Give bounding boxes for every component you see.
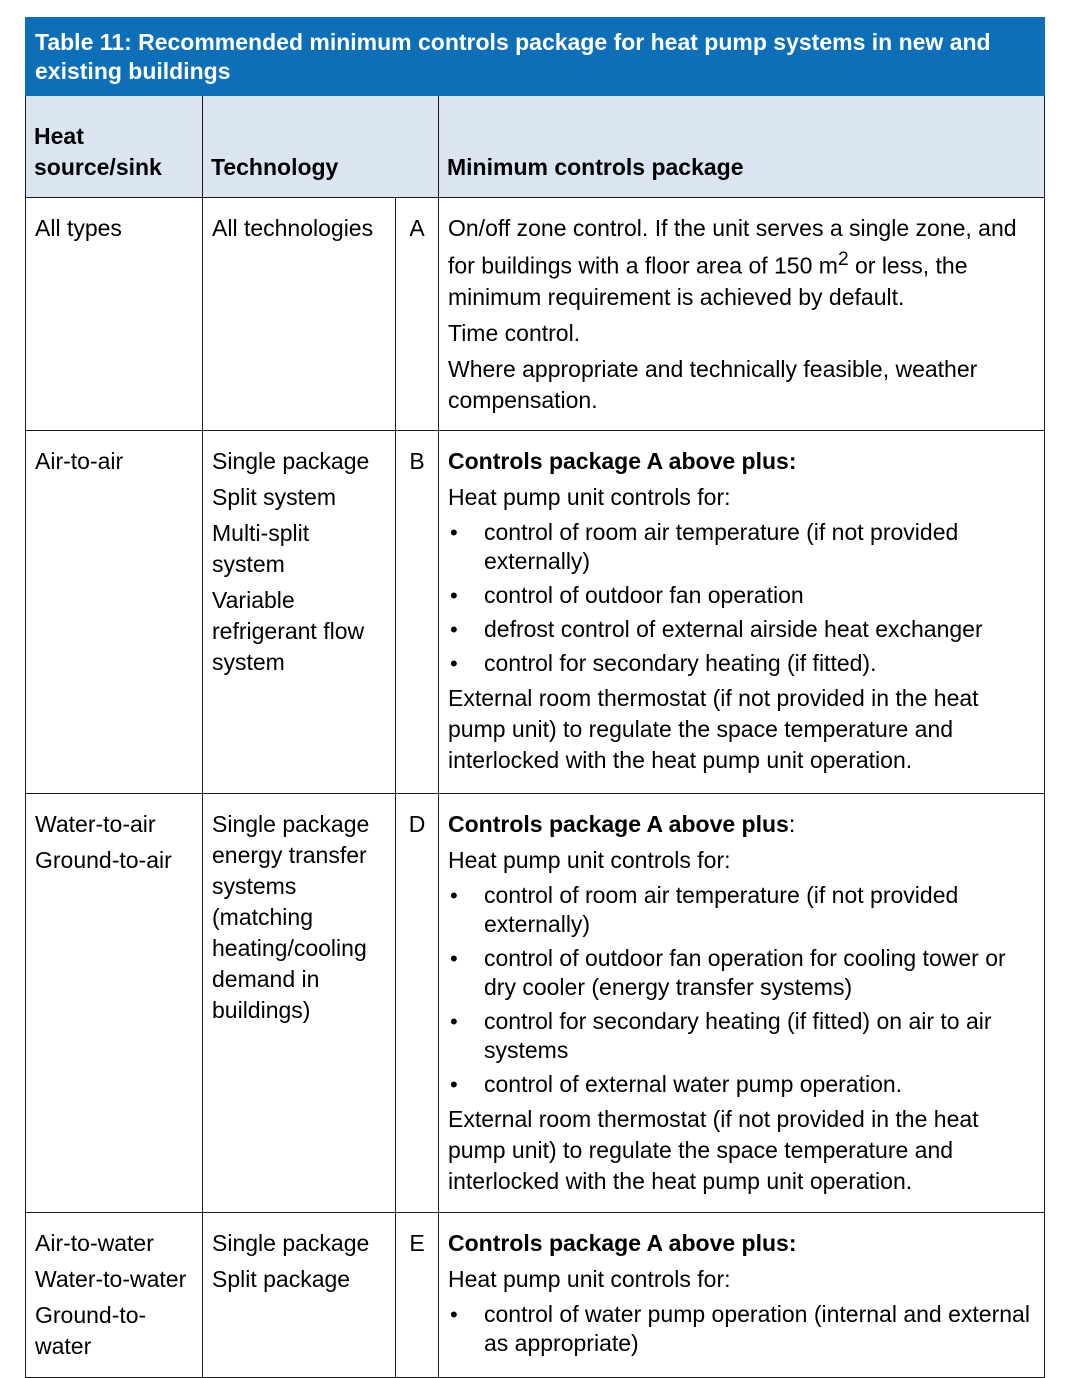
package-code: A xyxy=(396,198,439,431)
controls-outro: External room thermostat (if not provided in the heat pump unit) to regulate the space temperature and interlocked with the heat pump unit operation. xyxy=(448,1105,979,1194)
controls-intro: Heat pump unit controls for: xyxy=(448,483,731,510)
controls-paragraph: Time control. xyxy=(448,319,581,346)
technology-item: Split system xyxy=(212,483,336,510)
heat-source-item: Air-to-water xyxy=(35,1229,154,1256)
technology-item: Single package xyxy=(212,447,370,474)
controls-bullet-list xyxy=(448,518,1036,678)
controls-bullet-list xyxy=(448,1300,1036,1358)
table-row xyxy=(26,793,1045,1212)
controls-bullet: • control for secondary heating (if fitted) on air to air systems xyxy=(448,1007,1036,1065)
controls-bullet: • control of water pump operation (internal and external as appropriate) xyxy=(448,1300,1036,1358)
heat-source-item: Ground-to-water xyxy=(35,1301,147,1359)
controls-bullet-list xyxy=(448,881,1036,1099)
table-caption: Table 11: Recommended minimum controls package for heat pump systems in new and existing buildings xyxy=(26,18,1045,96)
table-row xyxy=(26,198,1045,431)
controls-heading xyxy=(448,809,1036,840)
controls-paragraph: Where appropriate and technically feasible, weather compensation. xyxy=(448,355,978,413)
technology-cell xyxy=(203,793,396,1212)
controls-bullet: • control of outdoor fan operation xyxy=(448,581,1036,610)
table-row xyxy=(26,1212,1045,1377)
controls-cell xyxy=(439,430,1045,793)
controls-bullet: • control of outdoor fan operation for cooling tower or dry cooler (energy transfer systems) xyxy=(448,944,1036,1002)
controls-outro: External room thermostat (if not provided in the heat pump unit) to regulate the space temperature and interlocked with the heat pump unit operation. xyxy=(448,684,979,773)
heat-source-item: Water-to-water xyxy=(35,1265,187,1292)
technology-cell xyxy=(203,1212,396,1377)
table-body xyxy=(26,198,1045,1378)
technology-cell xyxy=(203,430,396,793)
controls-cell xyxy=(439,1212,1045,1377)
heat-source-cell xyxy=(26,430,203,793)
technology-item: Single package energy transfer systems (matching heating/cooling demand in buildings) xyxy=(212,810,370,1023)
controls-cell xyxy=(439,793,1045,1212)
technology-item: Multi-split system xyxy=(212,519,310,577)
controls-heading xyxy=(448,446,1036,477)
controls-table xyxy=(25,17,1045,1378)
heat-source-item: Water-to-air xyxy=(35,810,156,837)
controls-heading xyxy=(448,1228,1036,1259)
controls-heading-suffix: : xyxy=(788,810,796,837)
technology-item: Variable refrigerant flow system xyxy=(212,586,365,675)
heat-source-cell xyxy=(26,1212,203,1377)
table-row xyxy=(26,430,1045,793)
controls-paragraph: On/off zone control. If the unit serves a single zone, and for buildings with a floor area of 150 $m^2$ or less, the minimum requirement is achieved by default. xyxy=(448,215,1017,310)
package-code: B xyxy=(396,430,439,793)
technology-cell xyxy=(203,198,396,431)
controls-bullet: • control of room air temperature (if not provided externally) xyxy=(448,881,1036,939)
package-code: E xyxy=(396,1212,439,1377)
heat-source-item: All types xyxy=(35,215,122,241)
controls-heading-bold: Controls package A above plus xyxy=(448,810,789,837)
heat-source-item: Air-to-air xyxy=(35,447,124,474)
controls-heading-bold: Controls package A above plus: xyxy=(448,447,797,474)
controls-bullet: • control for secondary heating (if fitted). xyxy=(448,649,1036,678)
heat-source-cell xyxy=(26,198,203,431)
technology-item: Split package xyxy=(212,1265,351,1292)
controls-intro: Heat pump unit controls for: xyxy=(448,1265,731,1292)
controls-bullet: • control of external water pump operation. xyxy=(448,1070,1036,1099)
heat-source-cell xyxy=(26,793,203,1212)
heat-source-header: Heat source/sink xyxy=(26,96,203,198)
technology-item: All technologies xyxy=(212,215,374,241)
controls-heading-bold: Controls package A above plus: xyxy=(448,1229,797,1256)
technology-header: Technology xyxy=(203,96,396,198)
heat-source-item: Ground-to-air xyxy=(35,846,172,873)
controls-cell xyxy=(439,198,1045,431)
code-header xyxy=(396,96,439,198)
controls-header: Minimum controls package xyxy=(439,96,1045,198)
controls-bullet: • control of room air temperature (if not provided externally) xyxy=(448,518,1036,576)
technology-item: Single package xyxy=(212,1229,370,1256)
controls-intro: Heat pump unit controls for: xyxy=(448,846,731,873)
package-code: D xyxy=(396,793,439,1212)
controls-bullet: • defrost control of external airside heat exchanger xyxy=(448,615,1036,644)
header-row xyxy=(26,96,1045,198)
